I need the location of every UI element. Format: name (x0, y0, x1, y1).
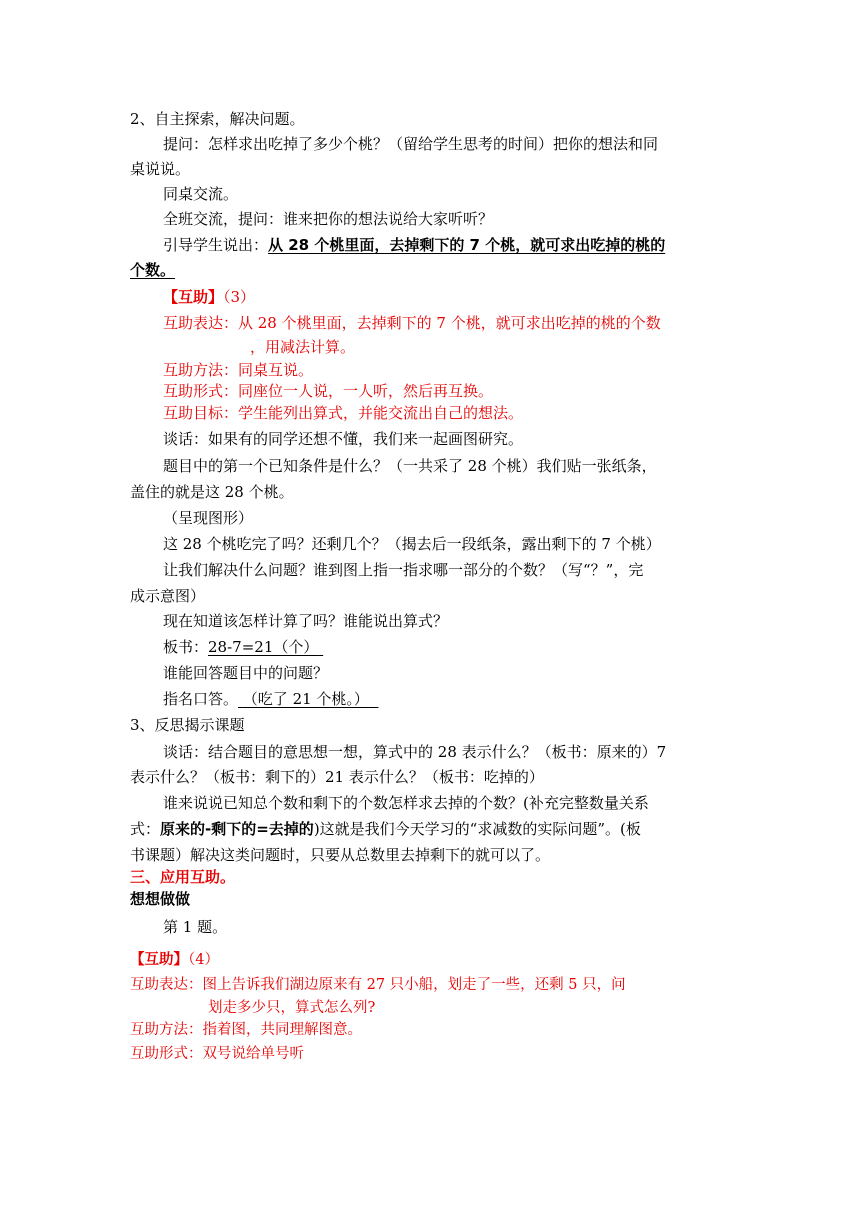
reflect-line-5: 书课题）解决这类问题时，只要从总数里去掉剩下的就可以了。 (130, 846, 551, 864)
board-writing (163, 636, 323, 658)
huzhu-3-expression-line-1: 互助表达：从 28 个桃里面，去掉剩下的 7 个桃，就可求出吃掉的桃的个数 (163, 314, 661, 332)
relation-prefix: 式： (130, 820, 161, 838)
huzhu-4-header (130, 949, 219, 971)
reflect-line-4 (130, 818, 641, 840)
talk-line-3: （呈现图形） (163, 509, 254, 527)
huzhu-3-header (163, 286, 255, 308)
huzhu-4-label: 【互助】 (130, 952, 188, 968)
guide-line-2: 个数。 (130, 261, 176, 279)
reflect-line-1: 谈话：结合题目的意思想一想，算式中的 28 表示什么？（板书：原来的）7 (163, 743, 667, 761)
section-3-heading: 3、反思揭示课题 (130, 716, 245, 734)
huzhu-3-method: 互助方法：同桌互说。 (163, 361, 314, 379)
board-prefix: 板书： (163, 638, 209, 656)
section-2-heading: 2、自主探索，解决问题。 (130, 110, 305, 128)
pair-exchange: 同桌交流。 (163, 185, 239, 203)
talk-line-5a: 让我们解决什么问题？谁到图上指一指求哪一部分的个数？（写“？”，完 (163, 561, 644, 579)
question-1: 第 1 题。 (163, 918, 228, 936)
talk-line-4: 这 28 个桃吃完了吗？还剩几个？（揭去后一段纸条，露出剩下的 7 个桃） (163, 535, 661, 553)
class-exchange: 全班交流，提问：谁来把你的想法说给大家听听？ (163, 210, 494, 228)
huzhu-4-form: 互助形式：双号说给单号听 (130, 1046, 304, 1062)
oral-prefix: 指名口答。 (163, 690, 239, 708)
talk-line-8: 谁能回答题目中的问题？ (163, 664, 329, 682)
guide-key-statement: 从 28 个桃里面，去掉剩下的 7 个桃，就可求出吃掉的桃的 (268, 236, 666, 254)
talk-line-6: 现在知道该怎样计算了吗？谁能说出算式？ (163, 612, 449, 630)
huzhu-3-expression-line-2: ，用减法计算。 (250, 338, 356, 356)
huzhu-3-label: 【互助】 (163, 288, 224, 306)
talk-line-5b: 成示意图） (130, 587, 206, 605)
talk-line-1: 谈话：如果有的同学还想不懂，我们来一起画图研究。 (163, 430, 524, 448)
huzhu-3-number: （3） (223, 288, 256, 306)
oral-answer (163, 688, 378, 710)
reflect-line-2: 表示什么？（板书：剩下的）21 表示什么？（板书：吃掉的） (130, 768, 544, 786)
huzhu-4-number: （4） (188, 952, 219, 968)
huzhu-3-goal: 互助目标：学生能列出算式，并能交流出自己的想法。 (163, 404, 524, 422)
talk-line-2b: 盖住的就是这 28 个桃。 (130, 483, 294, 501)
guide-prefix: 引导学生说出： (163, 236, 269, 254)
question-line-1: 提问：怎样求出吃掉了多少个桃？（留给学生思考的时间）把你的想法和同 (163, 135, 659, 153)
quantity-relation: 原来的-剩下的=去掉的 (160, 820, 314, 838)
talk-line-2a: 题目中的第一个已知条件是什么？（一共采了 28 个桃）我们贴一张纸条， (163, 457, 657, 475)
practice-heading: 想想做做 (130, 890, 191, 908)
board-formula: 28-7=21（个） (208, 638, 319, 656)
oral-answer-text: （吃了 21 个桃。） (242, 690, 369, 708)
huzhu-3-form: 互助形式：同座位一人说，一人听，然后再互换。 (163, 382, 494, 400)
reflect-line-3: 谁来说说已知总个数和剩下的个数怎样求去掉的个数？(补充完整数量关系 (163, 794, 649, 812)
part-3-heading: 三、应用互助。 (130, 868, 236, 886)
guide-line-1 (163, 234, 665, 256)
huzhu-4-method: 互助方法：指着图，共同理解图意。 (130, 1022, 362, 1038)
huzhu-4-expression-line-1: 互助表达：图上告诉我们湖边原来有 27 只小船，划走了一些，还剩 5 只，问 (130, 977, 626, 993)
huzhu-4-expression-line-2: 划走多少只，算式怎么列? (208, 1000, 376, 1016)
question-line-2: 桌说说。 (130, 160, 191, 178)
relation-suffix: )这就是我们今天学习的“求减数的实际问题”。(板 (313, 820, 641, 838)
